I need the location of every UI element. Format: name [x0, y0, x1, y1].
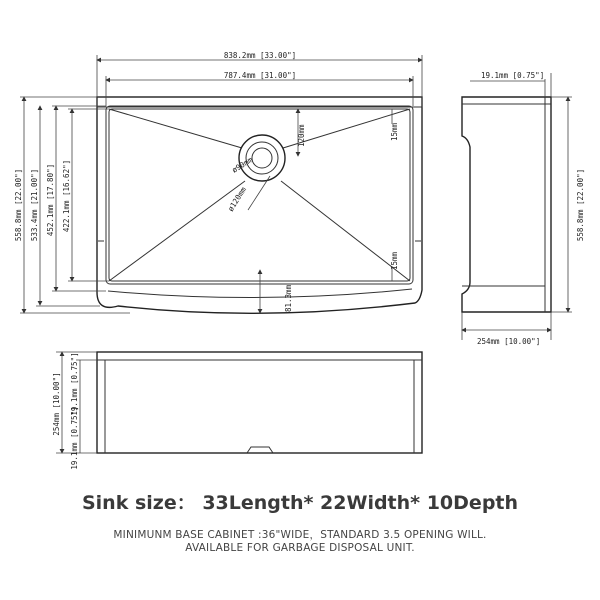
dim-side-rim: 19.1mm [0.75"] [481, 71, 545, 80]
dim-depth-2: 533.4mm [21.00"] [30, 168, 39, 242]
top-view [97, 97, 422, 313]
floor-slope-line [109, 109, 242, 148]
side-view [462, 71, 585, 346]
interior-labels [226, 109, 399, 313]
caption-line-1: MINIMUNM BASE CABINET :36"WIDE，STANDARD 3.5 OPENING WILL. [113, 529, 487, 541]
label-apron-81: 81.3mm [284, 284, 293, 312]
top-dimensions [97, 51, 422, 106]
dim-inner-width: 787.4mm [31.00"] [223, 71, 297, 80]
label-drain-120: ø120mm [226, 185, 249, 214]
dim-front-rim-repeat: 19.1mm [0.75"] [70, 406, 79, 470]
dim-front-height: 254mm [10.00"] [52, 372, 61, 436]
drain-stub [247, 447, 273, 453]
drain-hole [252, 148, 272, 168]
label-radius-top: 15mm [390, 122, 399, 141]
bowl-inner-outline [106, 106, 413, 284]
front-outline [97, 352, 422, 453]
floor-slope-line [109, 181, 245, 281]
caption-line-2: AVAILABLE FOR GARBAGE DISPOSAL UNIT. [185, 542, 415, 554]
dim-side-width: 254mm [10.00"] [477, 337, 541, 346]
label-drain-offset: 120mm [297, 124, 306, 147]
dim-front-rim: 19.1mm [0.75"] [70, 352, 79, 416]
dim-depth-4: 422.1mm [16.62"] [62, 159, 71, 233]
front-view [52, 352, 422, 470]
label-radius-bottom: 15mm [390, 251, 399, 270]
dim-depth-3: 452.1mm [17.80"] [46, 163, 55, 237]
dim-overall-depth: 558.8mm [22.00"] [14, 168, 23, 242]
dim-side-depth: 558.8mm [22.00"] [576, 168, 585, 242]
side-outline [462, 97, 551, 312]
caption-title: Sink size： 33Length* 22Width* 10Depth [81, 492, 519, 514]
label-drain-90: ø90mm [230, 155, 255, 175]
dim-overall-width: 838.2mm [33.00"] [223, 51, 297, 60]
